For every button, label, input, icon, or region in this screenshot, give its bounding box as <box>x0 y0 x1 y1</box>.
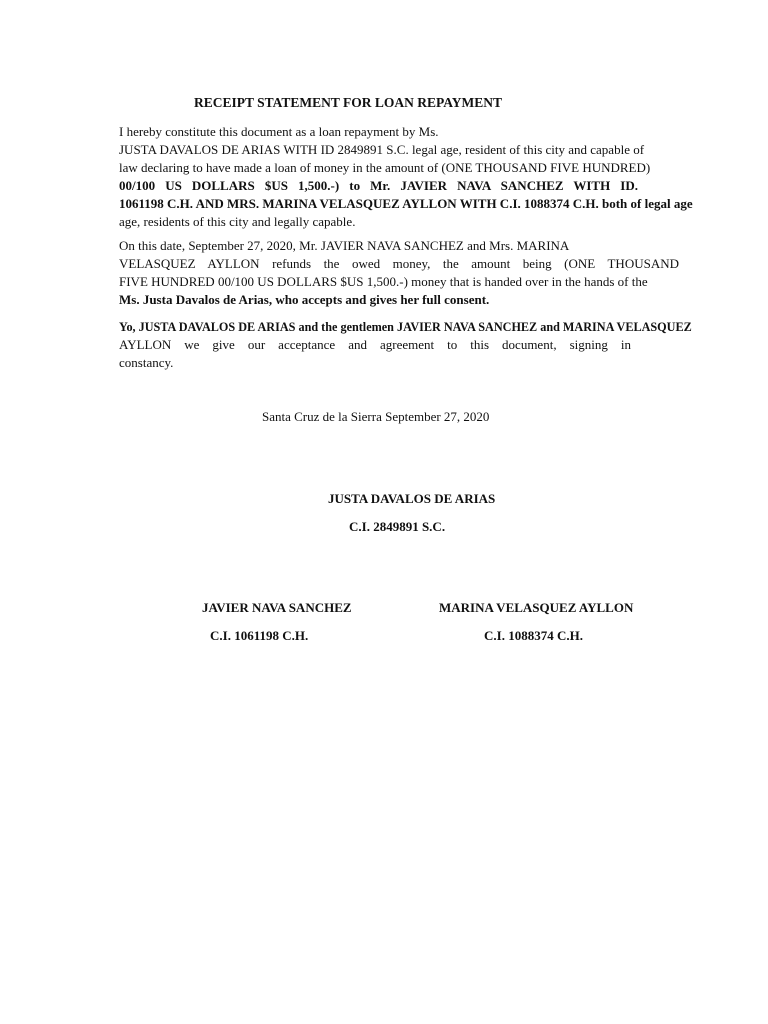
paragraph-loan-declaration <box>119 123 759 231</box>
paragraph-line: Yo, JUSTA DAVALOS DE ARIAS and the gentlemen JAVIER NAVA SANCHEZ and MARINA VELASQUEZ <box>119 320 692 334</box>
signatory-id-javier: C.I. 1061198 C.H. <box>210 628 309 643</box>
paragraph-line: VELASQUEZ AYLLON refunds the owed money, the amount being (ONE THOUSAND <box>119 256 679 271</box>
place-and-date: Santa Cruz de la Sierra September 27, 2020 <box>262 409 490 424</box>
document-title: RECEIPT STATEMENT FOR LOAN REPAYMENT <box>194 95 503 110</box>
signatory-id-marina: C.I. 1088374 C.H. <box>484 628 583 643</box>
paragraph-line: AYLLON we give our acceptance and agreement to this document, signing in <box>119 337 631 352</box>
paragraph-line: FIVE HUNDRED 00/100 US DOLLARS $US 1,500.-) money that is handed over in the hands of the <box>119 274 648 289</box>
paragraph-line: constancy. <box>119 355 174 370</box>
signatory-name-justa: JUSTA DAVALOS DE ARIAS <box>328 491 496 506</box>
paragraph-line: law declaring to have made a loan of money in the amount of (ONE THOUSAND FIVE HUNDRED) <box>119 160 651 175</box>
paragraph-line: age, residents of this city and legally capable. <box>119 214 356 229</box>
signatory-id-justa: C.I. 2849891 S.C. <box>349 519 446 534</box>
paragraph-acceptance <box>119 318 759 372</box>
signatory-name-javier: JAVIER NAVA SANCHEZ <box>202 600 352 615</box>
paragraph-repayment <box>119 237 759 309</box>
paragraph-line: I hereby constitute this document as a loan repayment by Ms. <box>119 124 439 139</box>
paragraph-line: Ms. Justa Davalos de Arias, who accepts and gives her full consent. <box>119 292 490 307</box>
paragraph-line: 00/100 US DOLLARS $US 1,500.-) to Mr. JAVIER NAVA SANCHEZ WITH ID. <box>119 178 638 193</box>
paragraph-line: 1061198 C.H. AND MRS. MARINA VELASQUEZ AYLLON WITH C.I. 1088374 C.H. both of legal age <box>119 196 693 211</box>
paragraph-line: On this date, September 27, 2020, Mr. JAVIER NAVA SANCHEZ and Mrs. MARINA <box>119 238 570 253</box>
signatory-name-marina: MARINA VELASQUEZ AYLLON <box>439 600 634 615</box>
paragraph-line: JUSTA DAVALOS DE ARIAS WITH ID 2849891 S.C. legal age, resident of this city and capable of <box>119 142 645 157</box>
